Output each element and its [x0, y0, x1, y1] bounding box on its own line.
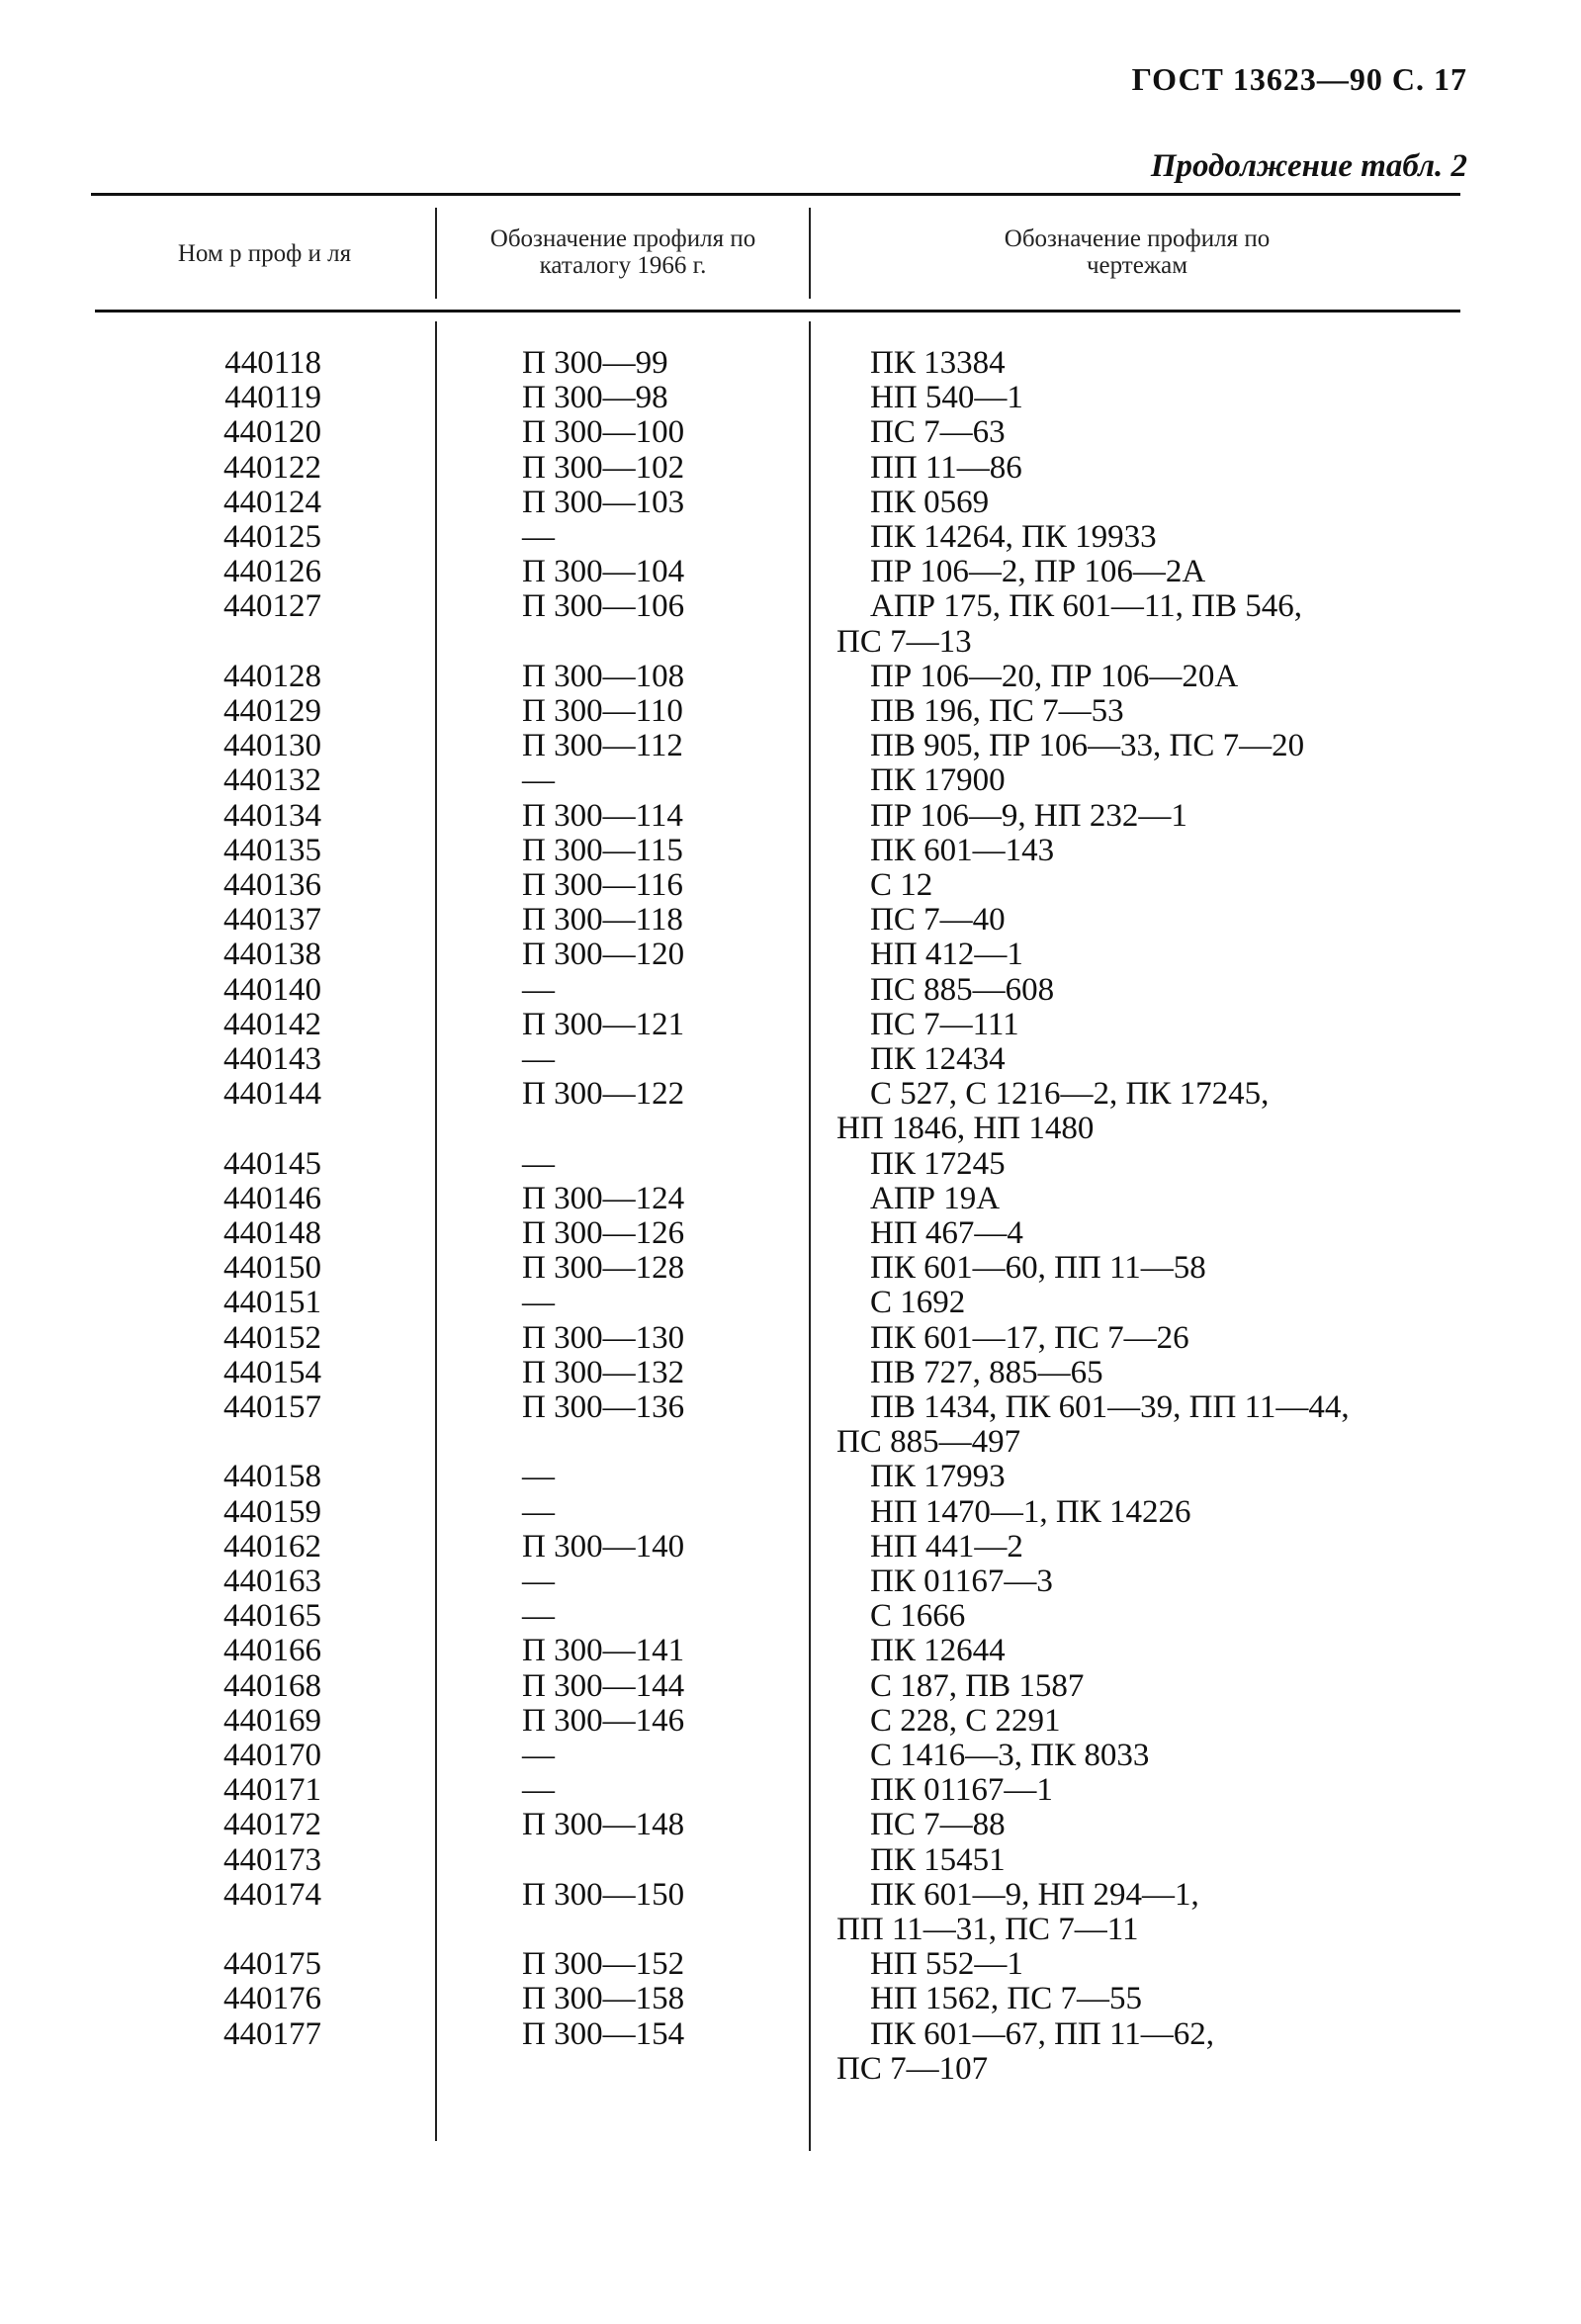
drawing-designation-cell: ПК 14264, ПК 19933	[870, 519, 1157, 555]
profile-number-cell: 440174	[223, 1876, 321, 1913]
drawing-designation-cell: С 1692	[870, 1285, 966, 1321]
table-row	[0, 520, 1581, 555]
catalog-designation-cell: П 300—140	[522, 1528, 685, 1564]
catalog-designation-cell: П 300—132	[522, 1354, 685, 1390]
table-row	[0, 1564, 1581, 1599]
table-row	[0, 555, 1581, 589]
profile-number-cell: 440151	[223, 1285, 321, 1321]
profile-number-cell: 440136	[223, 867, 321, 903]
catalog-designation-cell: —	[522, 1598, 555, 1635]
drawing-designation-cell: ПВ 727, 885—65	[870, 1354, 1103, 1390]
drawing-designation-cell: ПВ 196, ПС 7—53	[870, 693, 1124, 729]
drawing-designation-cell: С 1666	[870, 1598, 966, 1635]
column-divider-2-header	[809, 208, 811, 299]
profile-number-cell: 440172	[223, 1807, 321, 1843]
table-row	[0, 1356, 1581, 1390]
catalog-designation-cell: П 300—146	[522, 1702, 685, 1739]
catalog-designation-cell: П 300—150	[522, 1876, 685, 1913]
table-row	[0, 1495, 1581, 1530]
drawing-designation-cell: АПР 175, ПК 601—11, ПВ 546,	[870, 588, 1302, 625]
table-row	[0, 1286, 1581, 1320]
drawing-designation-cell: С 187, ПВ 1587	[870, 1667, 1085, 1704]
drawing-designation-cell: ПК 01167—3	[870, 1564, 1053, 1599]
catalog-designation-cell: П 300—141	[522, 1633, 685, 1669]
profile-number-cell: 440132	[223, 762, 321, 799]
profile-number-cell: 440124	[223, 484, 321, 520]
drawing-designation-cell: ПК 601—143	[870, 832, 1055, 868]
table-row	[0, 1878, 1581, 1913]
drawing-designation-cell: С 1416—3, ПК 8033	[870, 1738, 1150, 1773]
column-header-catalog-designation: Обозначение профиля по каталогу 1966 г.	[489, 225, 756, 279]
profile-number-cell: 440171	[223, 1772, 321, 1809]
catalog-designation-cell: П 300—114	[522, 797, 683, 834]
table-row	[0, 486, 1581, 520]
profile-number-cell: 440157	[223, 1389, 321, 1425]
catalog-designation-cell: П 300—121	[522, 1006, 685, 1042]
profile-number-cell: 440135	[223, 832, 321, 868]
table-row	[0, 1913, 1581, 1947]
catalog-designation-cell: П 300—158	[522, 1981, 685, 2017]
table-row	[0, 625, 1581, 660]
table-row	[0, 1321, 1581, 1356]
drawing-designation-cell: ПК 12644	[870, 1633, 1006, 1669]
profile-number-cell: 440118	[224, 345, 321, 381]
table-row	[0, 1216, 1581, 1251]
drawing-designation-cell: ПП 11—86	[870, 449, 1022, 486]
profile-number-cell: 440159	[223, 1493, 321, 1530]
profile-number-cell: 440148	[223, 1215, 321, 1251]
drawing-designation-cell: ПС 7—13	[836, 623, 972, 660]
table-row	[0, 660, 1581, 694]
drawing-designation-cell: ПС 885—497	[836, 1424, 1021, 1461]
table-row	[0, 834, 1581, 868]
table-row	[0, 1460, 1581, 1494]
catalog-designation-cell: —	[522, 1493, 555, 1530]
catalog-designation-cell: П 300—100	[522, 414, 685, 451]
profile-number-cell: 440127	[223, 588, 321, 625]
table-row	[0, 1112, 1581, 1146]
catalog-designation-cell: —	[522, 1041, 555, 1077]
table-row	[0, 1182, 1581, 1216]
drawing-designation-cell: ПК 17245	[870, 1145, 1006, 1182]
drawing-designation-cell: ПП 11—31, ПС 7—11	[836, 1912, 1139, 1947]
profile-number-cell: 440166	[223, 1633, 321, 1669]
profile-number-cell: 440128	[223, 658, 321, 694]
profile-number-cell: 440134	[223, 797, 321, 834]
drawing-designation-cell: ПС 7—88	[870, 1807, 1006, 1843]
table-row	[0, 1008, 1581, 1042]
table-row	[0, 451, 1581, 486]
profile-number-cell: 440168	[223, 1667, 321, 1704]
catalog-designation-cell: П 300—110	[522, 693, 683, 729]
profile-number-cell: 440125	[223, 519, 321, 555]
table-row	[0, 938, 1581, 972]
table-row	[0, 1251, 1581, 1286]
drawing-designation-cell: ПК 601—60, ПП 11—58	[870, 1250, 1206, 1287]
drawing-designation-cell: ПР 106—9, НП 232—1	[870, 797, 1187, 834]
table-row	[0, 1042, 1581, 1077]
drawing-designation-cell: ПС 7—111	[870, 1006, 1019, 1042]
profile-number-cell: 440143	[223, 1041, 321, 1077]
drawing-designation-cell: НП 1562, ПС 7—55	[870, 1981, 1143, 2017]
drawing-designation-cell: С 527, С 1216—2, ПК 17245,	[870, 1076, 1270, 1113]
catalog-designation-cell: П 300—128	[522, 1250, 685, 1287]
table-row	[0, 1982, 1581, 2016]
drawing-designation-cell: ПВ 1434, ПК 601—39, ПП 11—44,	[870, 1389, 1350, 1425]
catalog-designation-cell: П 300—124	[522, 1180, 685, 1216]
profile-number-cell: 440120	[223, 414, 321, 451]
table-row	[0, 381, 1581, 415]
table-row	[0, 973, 1581, 1008]
catalog-designation-cell: П 300—120	[522, 937, 685, 973]
table-row	[0, 799, 1581, 834]
catalog-designation-cell: П 300—126	[522, 1215, 685, 1251]
profile-number-cell: 440158	[223, 1459, 321, 1495]
table-row	[0, 1773, 1581, 1808]
drawing-designation-cell: С 12	[870, 867, 933, 903]
table-row	[0, 1808, 1581, 1842]
catalog-designation-cell: П 300—106	[522, 588, 685, 625]
table-row	[0, 1147, 1581, 1182]
drawing-designation-cell: С 228, С 2291	[870, 1702, 1061, 1739]
catalog-designation-cell: П 300—115	[522, 832, 683, 868]
profile-number-cell: 440137	[223, 902, 321, 939]
table-row	[0, 1530, 1581, 1564]
profile-number-cell: 440150	[223, 1250, 321, 1287]
profile-number-cell: 440145	[223, 1145, 321, 1182]
table-row	[0, 1669, 1581, 1704]
table-top-rule	[91, 193, 1460, 196]
drawing-designation-cell: ПК 15451	[870, 1841, 1006, 1878]
profile-number-cell: 440138	[223, 937, 321, 973]
drawing-designation-cell: ПС 885—608	[870, 971, 1055, 1008]
profile-number-cell: 440119	[224, 380, 321, 416]
table-row	[0, 1425, 1581, 1460]
profile-number-cell: 440177	[223, 2015, 321, 2052]
profile-number-cell: 440162	[223, 1528, 321, 1564]
catalog-designation-cell: П 300—144	[522, 1667, 685, 1704]
drawing-designation-cell: НП 467—4	[870, 1215, 1023, 1251]
profile-number-cell: 440144	[223, 1076, 321, 1113]
table-row	[0, 589, 1581, 624]
drawing-designation-cell: ПС 7—40	[870, 902, 1006, 939]
drawing-designation-cell: НП 540—1	[870, 380, 1023, 416]
catalog-designation-cell: П 300—130	[522, 1319, 685, 1356]
header-bottom-rule	[95, 310, 1460, 313]
catalog-designation-cell: П 300—102	[522, 449, 685, 486]
table-row	[0, 2052, 1581, 2087]
table-row	[0, 2017, 1581, 2052]
catalog-designation-cell: —	[522, 1738, 555, 1773]
profile-number-cell: 440140	[223, 971, 321, 1008]
catalog-designation-cell: П 300—118	[522, 902, 683, 939]
drawing-designation-cell: ПК 601—67, ПП 11—62,	[870, 2015, 1215, 2052]
drawing-designation-cell: НП 441—2	[870, 1528, 1023, 1564]
table-row	[0, 1077, 1581, 1112]
catalog-designation-cell: —	[522, 762, 555, 799]
drawing-designation-cell: ПС 7—63	[870, 414, 1006, 451]
catalog-designation-cell: —	[522, 1772, 555, 1809]
catalog-designation-cell: П 300—99	[522, 345, 668, 381]
table-row	[0, 868, 1581, 903]
catalog-designation-cell: П 300—104	[522, 554, 685, 590]
profile-number-cell: 440152	[223, 1319, 321, 1356]
catalog-designation-cell: П 300—98	[522, 380, 668, 416]
table-row	[0, 1599, 1581, 1634]
table-continuation-title: Продолжение табл. 2	[1150, 148, 1467, 184]
table-row	[0, 729, 1581, 763]
profile-number-cell: 440126	[223, 554, 321, 590]
drawing-designation-cell: ПР 106—2, ПР 106—2А	[870, 554, 1206, 590]
column-header-profile-number: Ном р проф и ля	[177, 240, 352, 267]
profile-number-cell: 440176	[223, 1981, 321, 2017]
table-row	[0, 763, 1581, 798]
drawing-designation-cell: ПК 01167—1	[870, 1772, 1053, 1809]
table-row	[0, 1739, 1581, 1773]
catalog-designation-cell: П 300—152	[522, 1946, 685, 1983]
catalog-designation-cell: —	[522, 1459, 555, 1495]
table-row	[0, 1843, 1581, 1878]
drawing-designation-cell: ПВ 905, ПР 106—33, ПС 7—20	[870, 728, 1305, 764]
catalog-designation-cell: П 300—148	[522, 1807, 685, 1843]
catalog-designation-cell: П 300—112	[522, 728, 683, 764]
drawing-designation-cell: ПК 0569	[870, 484, 990, 520]
table-row	[0, 694, 1581, 729]
drawing-designation-cell: ПК 17900	[870, 762, 1006, 799]
column-divider-1-header	[435, 208, 437, 299]
profile-number-cell: 440142	[223, 1006, 321, 1042]
table-row	[0, 1634, 1581, 1668]
drawing-designation-cell: ПК 601—9, НП 294—1,	[870, 1876, 1199, 1913]
page-header: ГОСТ 13623—90 С. 17	[1131, 61, 1467, 97]
drawing-designation-cell: ПР 106—20, ПР 106—20А	[870, 658, 1239, 694]
drawing-designation-cell: ПК 17993	[870, 1459, 1006, 1495]
profile-number-cell: 440169	[223, 1702, 321, 1739]
profile-number-cell: 440146	[223, 1180, 321, 1216]
table-row	[0, 415, 1581, 450]
drawing-designation-cell: НП 552—1	[870, 1946, 1023, 1983]
table-row	[0, 1704, 1581, 1739]
drawing-designation-cell: НП 412—1	[870, 937, 1023, 973]
drawing-designation-cell: АПР 19А	[870, 1180, 1001, 1216]
catalog-designation-cell: —	[522, 971, 555, 1008]
catalog-designation-cell: —	[522, 1145, 555, 1182]
catalog-designation-cell: П 300—103	[522, 484, 685, 520]
catalog-designation-cell: П 300—154	[522, 2015, 685, 2052]
profile-number-cell: 440163	[223, 1564, 321, 1599]
table-row	[0, 1947, 1581, 1982]
catalog-designation-cell: —	[522, 519, 555, 555]
column-header-drawing-designation: Обозначение профиля по чертежам	[1004, 225, 1271, 279]
drawing-designation-cell: НП 1470—1, ПК 14226	[870, 1493, 1191, 1530]
profile-number-cell: 440170	[223, 1738, 321, 1773]
profile-number-cell: 440154	[223, 1354, 321, 1390]
catalog-designation-cell: П 300—108	[522, 658, 685, 694]
profile-number-cell: 440122	[223, 449, 321, 486]
profile-number-cell: 440130	[223, 728, 321, 764]
table-row	[0, 1390, 1581, 1425]
drawing-designation-cell: ПК 601—17, ПС 7—26	[870, 1319, 1189, 1356]
drawing-designation-cell: ПК 13384	[870, 345, 1006, 381]
drawing-designation-cell: НП 1846, НП 1480	[836, 1111, 1095, 1147]
catalog-designation-cell: П 300—136	[522, 1389, 685, 1425]
profile-number-cell: 440129	[223, 693, 321, 729]
catalog-designation-cell: —	[522, 1285, 555, 1321]
profile-number-cell: 440173	[223, 1841, 321, 1878]
catalog-designation-cell: П 300—122	[522, 1076, 685, 1113]
drawing-designation-cell: ПК 12434	[870, 1041, 1006, 1077]
profile-number-cell: 440175	[223, 1946, 321, 1983]
catalog-designation-cell: —	[522, 1564, 555, 1599]
drawing-designation-cell: ПС 7—107	[836, 2050, 989, 2087]
catalog-designation-cell: П 300—116	[522, 867, 683, 903]
profile-number-cell: 440165	[223, 1598, 321, 1635]
table-row	[0, 903, 1581, 938]
table-row	[0, 346, 1581, 381]
